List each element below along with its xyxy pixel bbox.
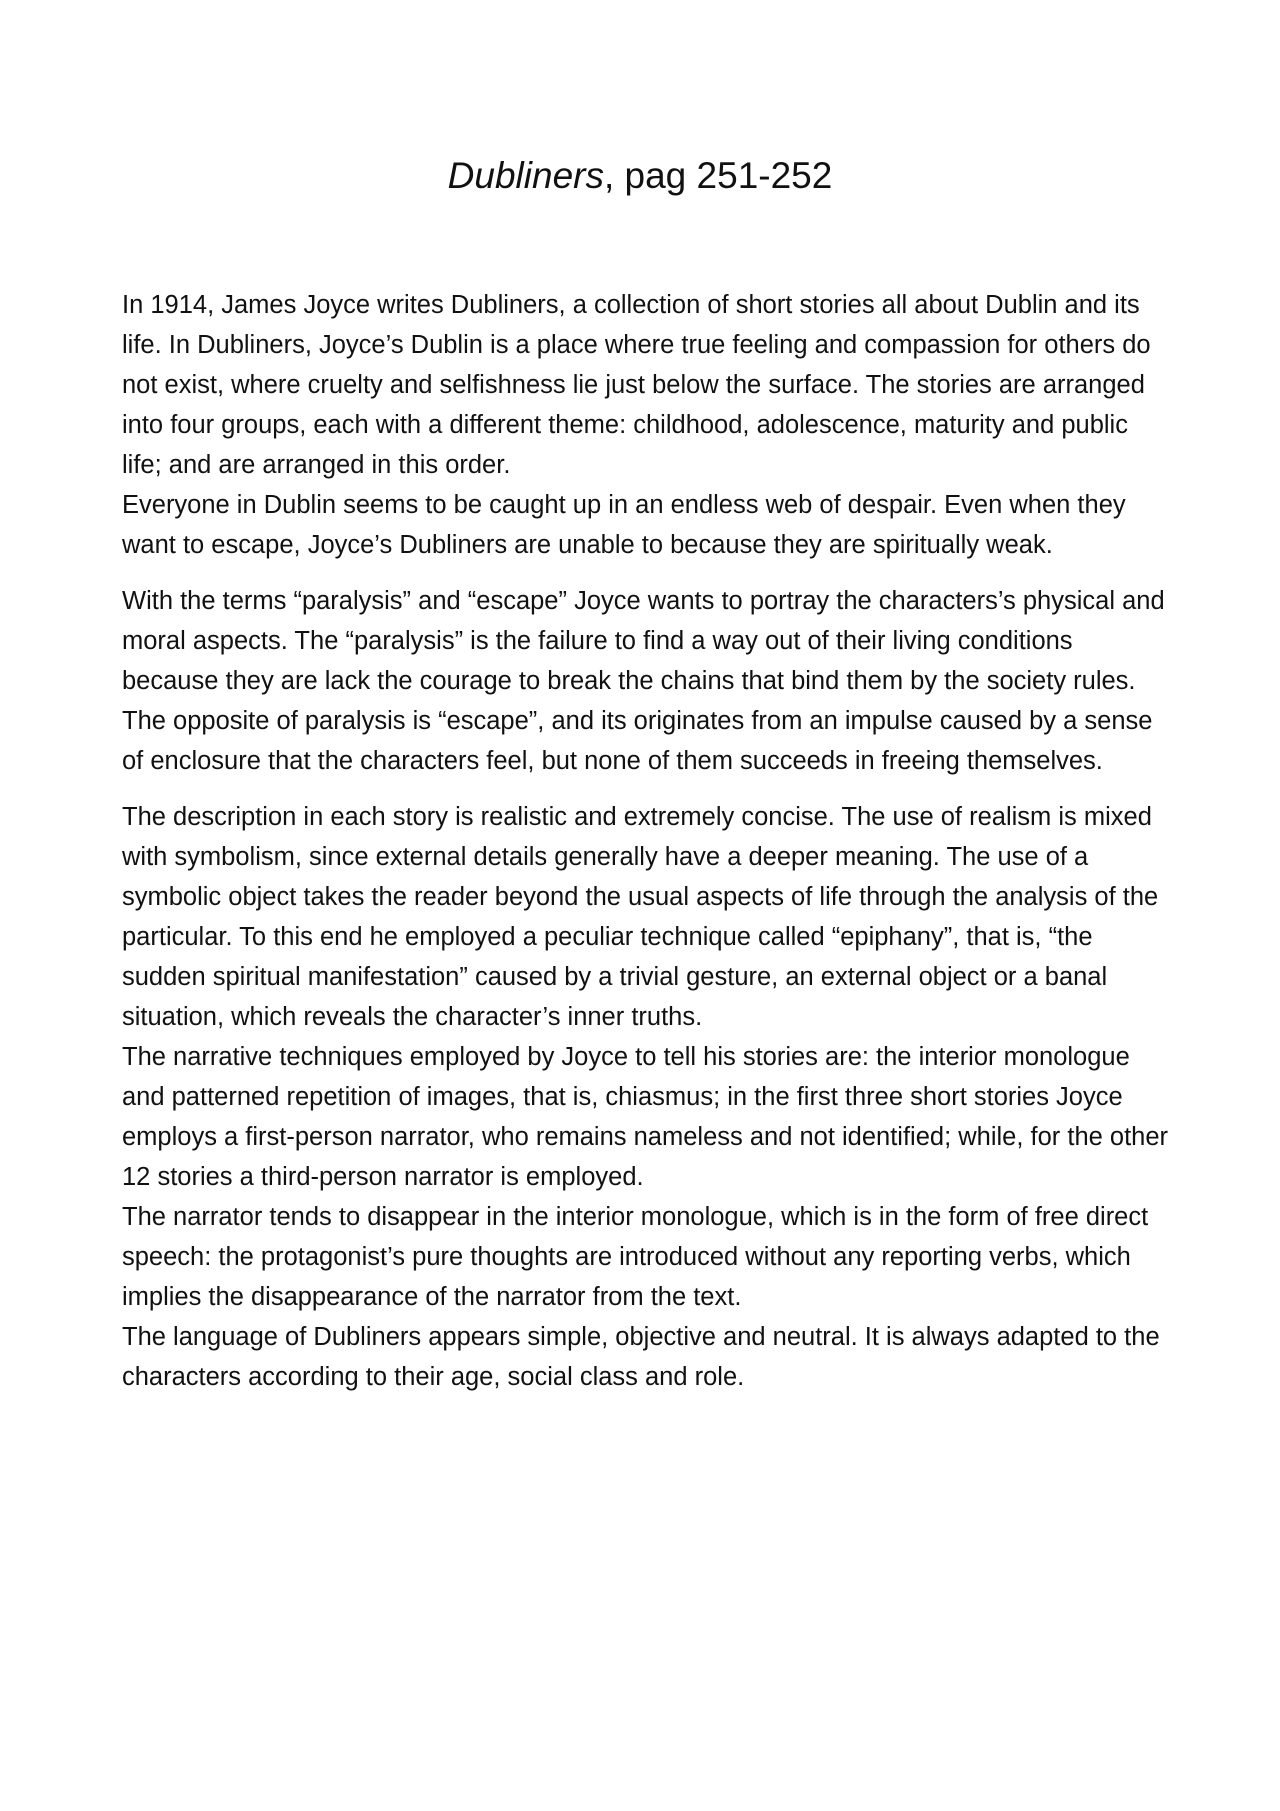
document-body [122,285,1172,1397]
paragraph-intro: In 1914, James Joyce writes Dubliners, a collection of short stories all about Dublin and its life. In Dubliners, Joyce’s Dublin is a place where true feeling and compassion for others do not exist, where cruelty and selfishness lie just below the surface. The stories are arranged into four groups, each with a different theme: childhood, adolescence, maturity and public life; and are arranged in this order. [122,291,1151,479]
paragraph-paralysis: With the terms “paralysis” and “escape” Joyce wants to portray the characters’s physical and moral aspects. The “paralysis” is the failure to find a way out of their living conditions because they are lack the courage to break the chains that bind them by the society rules. The opposite of paralysis is “escape”, and its originates from an impulse caused by a sense of enclosure that the characters feel, but none of them succeeds in freeing themselves. [122,587,1165,775]
paragraph-description: The description in each story is realistic and extremely concise. The use of realism is mixed with symbolism, since external details generally have a deeper meaning. The use of a symbolic object takes the reader beyond the usual aspects of life through the analysis of the particular. To this end he employed a peculiar technique called “epiphany”, that is, “the sudden spiritual manifestation” caused by a trivial gesture, an external object or a banal situation, which reveals the character’s inner truths. [122,803,1159,1031]
paragraph-narrative-techniques: The narrative techniques employed by Joyce to tell his stories are: the interior monologue and patterned repetition of images, that is, chiasmus; in the first three short stories Joyce employs a first-person narrator, who remains nameless and not identified; while, for the other 12 stories a third-person narrator is employed. [122,1043,1169,1191]
page-title [0,152,1280,200]
title-rest: , pag 251-252 [603,155,833,196]
paragraph-narrator: The narrator tends to disappear in the interior monologue, which is in the form of free direct speech: the protagonist’s pure thoughts are introduced without any reporting verbs, which implies the disappearance of the narrator from the text. [122,1203,1149,1311]
paragraph-language: The language of Dubliners appears simple, objective and neutral. It is always adapted to the characters according to their age, social class and role. [122,1323,1160,1391]
title-italic: Dubliners [447,155,604,196]
paragraph-despair: Everyone in Dublin seems to be caught up in an endless web of despair. Even when they want to escape, Joyce’s Dubliners are unable to because they are spiritually weak. [122,491,1126,559]
